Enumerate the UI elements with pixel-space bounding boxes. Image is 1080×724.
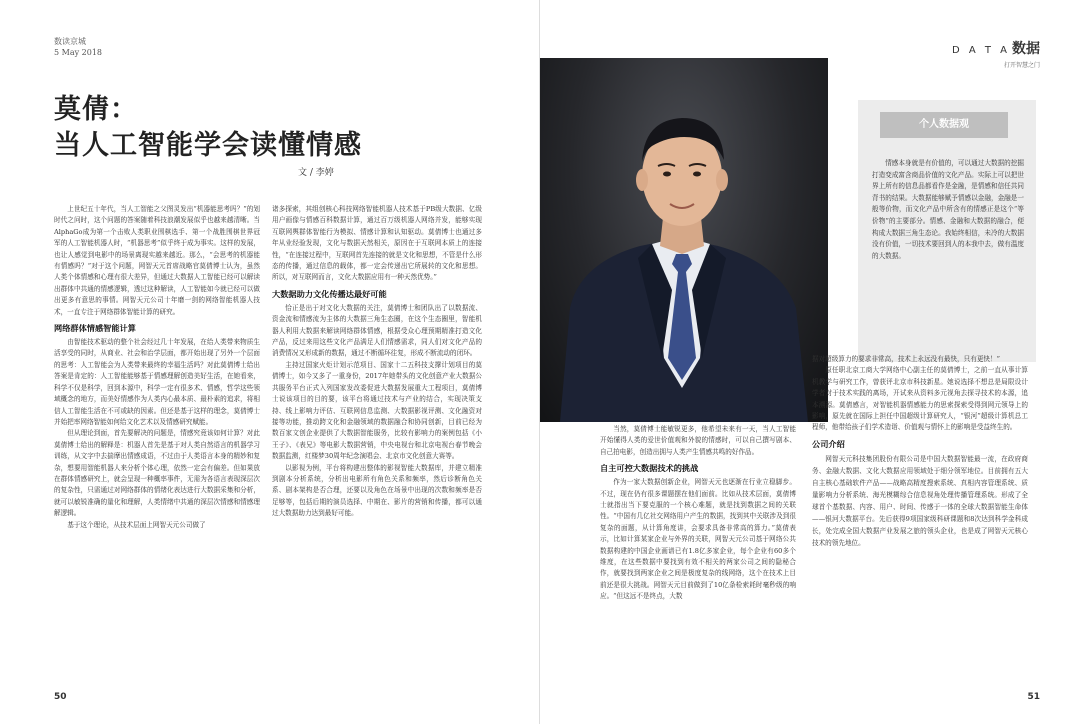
page-number-right: 51 (1027, 692, 1040, 702)
paragraph: 以影视为例，平台将构建出整体的影视智能大数据库，并建立精准到剧本分析系统，分析出电影所有角色关系和频率，然后诊断角色关系、剧本架构是否合理，还要以及角色在场景中出现的次数和频率是否足够等，包括后期的演员选择、中期在、影片的营销和传播，都可以通过大数据助力达到最好可能。 (272, 463, 482, 518)
article-column-1 (54, 204, 260, 670)
section-heading: 网络群体情感智能计算 (54, 323, 136, 334)
running-head-sub: 打开智慧之门 (1003, 62, 1040, 69)
data-letters: D A T A (951, 45, 1010, 56)
right-page (540, 0, 1080, 724)
section-heading: 公司介绍 (812, 438, 845, 449)
section-heading: 自主可控大数据技术的挑战 (600, 463, 699, 474)
running-head-right (952, 38, 1040, 69)
data-word: 数据 (1012, 41, 1040, 57)
paragraph: 情感本身就是有价值的，可以通过大数据的挖掘打造变成富含商品价值的文化产品。实际上可以把世界上所有的信息品都看作是金融，是情感和信任共同背书的结果。大数据能够赋予情感以金融，金融是一般等价物，而文化产品中所含有的情感正是这个“等价物”的主要部分。情感、金融和大数据的融合，便构成大数据三角生态论。我始终相信，未冷的大数据没有价值，一切技术要回到人的本我中去，做有温度的大数据。 (872, 159, 1024, 260)
section-heading: 大数据助力文化传播达最好可能 (272, 288, 387, 299)
portrait-illustration (540, 58, 828, 422)
page-number-left: 50 (54, 692, 67, 702)
profile-text (872, 158, 1024, 262)
article-column-3 (600, 424, 796, 686)
paragraph: 作为一家大数据创新企业，网智天元也逐渐在行业立稳脚步。不过，现在仍有很多课题摆在他们面前。比如从技术层面，莫倩博士就指出当下要克服的一个核心难题，就是找到数据之间的关联性。“中国有几亿社交网络用户产生的数据，找到其中关联涉及到很复杂的面题，从计算角度讲，会要求具备非常高的算力。”莫倩表示，比如计算某家企业与外界的关联，网智天元公司基于网络公共数据构建的中国企业画谱已有1.8亿多家企业，每个企业有60多个维度，在这些数据中要找到有效不相关的两家公司之间的隐秘合作，就要找到两家企业之间是极度复杂的线网络，这个在技术上目前还是很大挑战。网智天元目前做到了10亿条检索耗时毫秒级的响应。“但这远不是终点，大数 (600, 478, 796, 601)
article-column-4 (812, 354, 1028, 684)
profile-sidebar (858, 100, 1036, 362)
title-line-1: 莫倩： (54, 94, 138, 125)
article-column-2 (272, 204, 482, 670)
article-title (54, 92, 362, 164)
paragraph: 主持过国家火炬计划示范项目、国家十二五科技支撑计划项目的莫倩博士，如今又多了一重身份，2017年她带头的文化创意产业大数据公共服务平台正式入列国家发改委促进大数据发展重大工程项目，莫倩博士说该项目的目的要，该平台将通过技术与产业的结合，实现决策支持、线上影响力评估、互联网信息监测、大数据影视评测、文化融资对接等功能，推动跨文化和金融领域的数据融合和协同创新，目前已经为数百家文创企业提供了大数据智能服务，比较有影响力的案例包括《小王子》、《表兄》等电影大数据营销，中央电视台和北京电视台春节晚会数据监测，红楼梦30周年纪念演唱会、北京市文化创意大赛等。 (272, 360, 482, 461)
issue-date: 5 May 2018 (54, 48, 103, 57)
paragraph: 但从理论到面，首先要解决的问题是，情感究竟该如何计算？对此莫倩博士给出的解释是：机器人首先是基于对人类自然语言的机器学习训练，从文字中去揣摩出情感成语，不过由于人类语言本身的精妙和复杂，想要用智能机器人来分析个体心理，依然一定会有偏差。但如果放在群体情感研究上，就会呈现一种概率事件，无需为各语言表现深层次的复杂性，只需通过对网络群体的情绪化表达进行大数据采集和分析，就可以敏锐准确的量化和理解，人类情绪中共通的深层次情感和情感理解逻辑。 (54, 429, 260, 518)
paragraph: 诸多探索，其组创核心科技网络智能机器人技术基于PB级大数据、亿级用户画像与情感百科数据计算，通过百万级机器人网络并发，能够实现互联网舆群体智能行为模拟、情感计算和认知驱动。莫倩博士也通过多年从业经验发现，文化与数据天然相关，原因在于互联网本质上的连接性，“在连接过程中，互联网首先连接的就是文化和思想，不管是什么形态的传播，通过信息的载体，都一定会传递出它所展转的文化和思想。所以，对互联网而言，文化大数据应用有一种天然优势。” (272, 205, 482, 282)
portrait-photo (540, 58, 828, 422)
paragraph: 上世纪五十年代，当人工智能之父图灵发出“机器能思考吗？”的划时代之问时，这个问题的答案随着科技浪潮发展似乎也越来越清晰。当AlphaGo成为第一个击败人类职业围棋选手、第一个战胜围棋世界冠军的人工智能机器人时，“机器思考”似乎终于成为事实。这样的发展，也让人感觉到电影中的场景离现实越来越近。那么，“会思考的机器能有情感吗？”对于这个问题，网智天元首席战略官莫倩博士认为，虽然人类个体情感和心理有很大差异，但通过大数据人工智能已经可以解读出群体中共通的情感逻辑，透过这种解读，人工智能如今就已经可以做出更多有意思的事情。网智天元公司十年磨一剑的网络智能机器人技术，一直专注于网络群体智能计算的研究。 (54, 205, 260, 316)
paragraph: 由智能技术驱动的整个社会经过几十年发展，在给人类带来物质生活享受的同时，从商业、社会和治学层面，都开始出现了另外一个层面的思考：人工智能会为人类带来最终的幸福生活吗？对此莫倩博士给出答案是肯定的：人工智能能够基于情感理解创造美好生活，在她看来，科学不仅是科学，回到本源中，科学一定有很多术、情感，哲学这些领域概念的地方，而美好情感作为人类内心最本质、最朴素的追求，将相信人工智能生活在不可或缺的因素。但还是基于这样的理念，莫倩博士并始把率网络智能如何给文化艺术以及情感研究赋能。 (54, 338, 260, 426)
paragraph: 据对超级算力的要求非常高，技术上永远没有最快，只有更快！” (812, 355, 1000, 363)
title-line-2: 当人工智能学会读懂情感 (54, 130, 362, 161)
running-head-left (54, 36, 102, 58)
paragraph: 原任职北京工商大学网络中心副主任的莫倩博士，之前一直从事计算机教学与研究工作，曾获评北京市科技新星。她说选择不想总是局限设计学者对于技术实践的离场，开试来从资料多元视角去探寻技术的本源，追本溯源。莫倩感言，对智能机器情感能力的思索探索受得到网元领导上的影响，原先就在国际上担任中国超级计算研究人，“银河”超级计算机总工程师，他带给孩子们学术造诣、价值观与情怀上的影响是受益终生的。 (812, 366, 1028, 432)
paragraph: 基于这个理论，从技术层面上网智天元公司做了 (67, 520, 206, 529)
section-name: 数读京城 (54, 37, 86, 46)
profile-header: 个人数据观 (880, 112, 1008, 138)
byline: 文 / 李婷 (298, 168, 334, 178)
paragraph: 恰正是出于对文化大数据的关注，莫倩博士和团队出了以数据流、资金流和情感流为主体的大数据三角生态圈，在这个生态圈里，智能机器人利用大数据来解读网络群体情感，根据受众心理预期精准打造文化产品，反过来用这些文化产品满足人们情感需求，同人们对文化产品的消费情况又形成新的数据，通过不断循环往复，形成不断流动的闭环。 (272, 303, 482, 358)
company-intro: 网智天元科技集团股份有限公司是中国大数据智能最一流，在政府商务、金融大数据、文化大数据应用领域处于细分领军地位。目前拥有五大自主核心基础软件产品——战略高精度搜索系统、真相内容管理系统、质量影响力分析系统、海光模糊综合信息视角处理传播管理系统。形成了全球首个基数据、内容、用户、时间、传感于一体的全球大数据智能生命体——银河大数据平台。先后获得9项国家级科研课题和8次达到科学金科成长，处完成全国大数据产业发展之旅的领头企业，也是成了网智天元核心技术的领先地位。 (812, 454, 1028, 547)
paragraph: 当然，莫倩博士能敏锐更多，他希望未来有一天，当人工智能开始懂得人类的爱世价值观和外貌的情感时，可以自己撰写剧本、自己拍电影，创造出拥与人类产生情感共鸣的好作品。 (600, 425, 796, 456)
